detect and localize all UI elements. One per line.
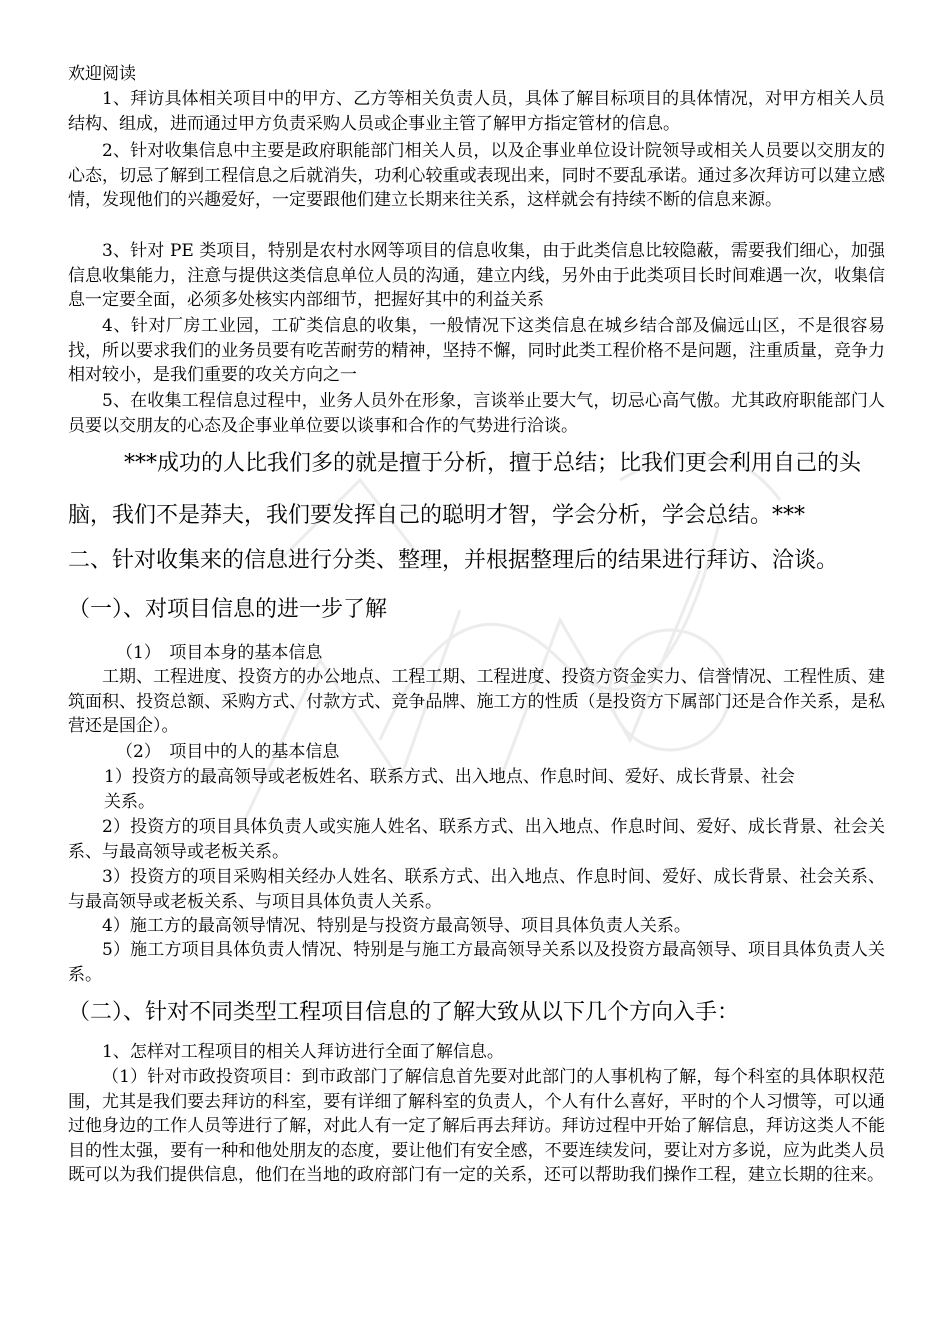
quote-line-2: 脑，我们不是莽夫，我们要发挥自己的聪明才智，学会分析，学会总结。*** (68, 503, 806, 528)
s2-item-1: 1、怎样对工程项目的相关人拜访进行全面了解信息。 (102, 1042, 504, 1062)
welcome-text: 欢迎阅读 (68, 64, 136, 84)
item-2-title: （2） 项目中的人的基本信息 (116, 742, 340, 762)
paragraph-5: 5、在收集工程信息过程中，业务人员外在形象，言谈举止要大气，切忌心高气傲。尤其政府职能部门人员要以交朋友的心态及企事业单位要以谈事和合作的气势进行洽谈。 (68, 391, 885, 436)
item-2-5: 5）施工方项目具体负责人情况、特别是与施工方最高领导关系以及投资方最高领导、项目具体负责人关系。 (68, 940, 885, 985)
item-2-3: 3）投资方的项目采购相关经办人姓名、联系方式、出入地点、作息时间、爱好、成长背景、社会关系、与最高领导或老板关系、与项目具体负责人关系。 (68, 867, 885, 912)
subsection-2-heading: （二）、针对不同类型工程项目信息的了解大致从以下几个方向入手： (68, 1000, 740, 1025)
item-2-1-line-a: 1）投资方的最高领导或老板姓名、联系方式、出入地点、作息时间、爱好、成长背景、社会 (104, 767, 795, 787)
item-1-body: 工期、工程进度、投资方的办公地点、工程工期、工程进度、投资方资金实力、信誉情况、工程性质、建筑面积、投资总额、采购方式、付款方式、竞争品牌、施工方的性质（是投资方下属部门还是合作关系，是私营还是国企）。 (68, 667, 885, 736)
paragraph-1: 1、拜访具体相关项目中的甲方、乙方等相关负责人员，具体了解目标项目的具体情况，对甲方相关人员结构、组成，进而通过甲方负责采购人员或企事业主管了解甲方指定管材的信息。 (68, 89, 885, 134)
quote-line-1: ***成功的人比我们多的就是擅于分析，擅于总结；比我们更会利用自己的头 (124, 451, 862, 476)
item-1-title: （1） 项目本身的基本信息 (116, 643, 323, 663)
item-2-2: 2）投资方的项目具体负责人或实施人姓名、联系方式、出入地点、作息时间、爱好、成长背景、社会关系、与最高领导或老板关系。 (68, 817, 885, 862)
paragraph-2: 2、针对收集信息中主要是政府职能部门相关人员，以及企事业单位设计院领导或相关人员要以交朋友的心态，切忌了解到工程信息之后就消失，功利心较重或表现出来，同时不要乱承诺。通过多次拜访可以建立感情，发现他们的兴趣爱好，一定要跟他们建立长期来往关系，这样就会有持续不断的信息来源。 (68, 141, 885, 210)
paragraph-3: 3、针对 PE 类项目，特别是农村水网等项目的信息收集，由于此类信息比较隐蔽，需要我们细心，加强信息收集能力，注意与提供这类信息单位人员的沟通，建立内线，另外由于此类项目长时间难遇一次，收集信息一定要全面，必须多处核实内部细节，把握好其中的利益关系 (68, 241, 885, 310)
item-2-4: 4）施工方的最高领导情况、特别是与投资方最高领导、项目具体负责人关系。 (102, 916, 691, 936)
paragraph-4: 4、针对厂房工业园，工矿类信息的收集，一般情况下这类信息在城乡结合部及偏远山区，不是很容易找，所以要求我们的业务员要有吃苦耐劳的精神，坚持不懈，同时此类工程价格不是问题，注重质量，竞争力相对较小，是我们重要的攻关方向之一 (68, 316, 885, 385)
s2-item-1-1: （1）针对市政投资项目：到市政部门了解信息首先要对此部门的人事机构了解，每个科室的具体职权范围，尤其是我们要去拜访的科室，要有详细了解科室的负责人，个人有什么喜好，平时的个人习惯等，可以通过他身边的工作人员等进行了解，对此人有一定了解后再去拜访。拜访过程中开始了解信息，拜访这类人不能目的性太强，要有一种和他处朋友的态度，要让他们有安全感，不要连续发问，要让对方多说，应为此类人员既可以为我们提供信息，他们在当地的政府部门有一定的关系，还可以帮助我们操作工程，建立长期的往来。 (68, 1067, 885, 1185)
section-2-heading: 二、针对收集来的信息进行分类、整理，并根据整理后的结果进行拜访、洽谈。 (68, 548, 839, 573)
item-2-1-line-b: 关系。 (104, 792, 155, 812)
subsection-1-heading: （一）、对项目信息的进一步了解 (68, 597, 388, 622)
